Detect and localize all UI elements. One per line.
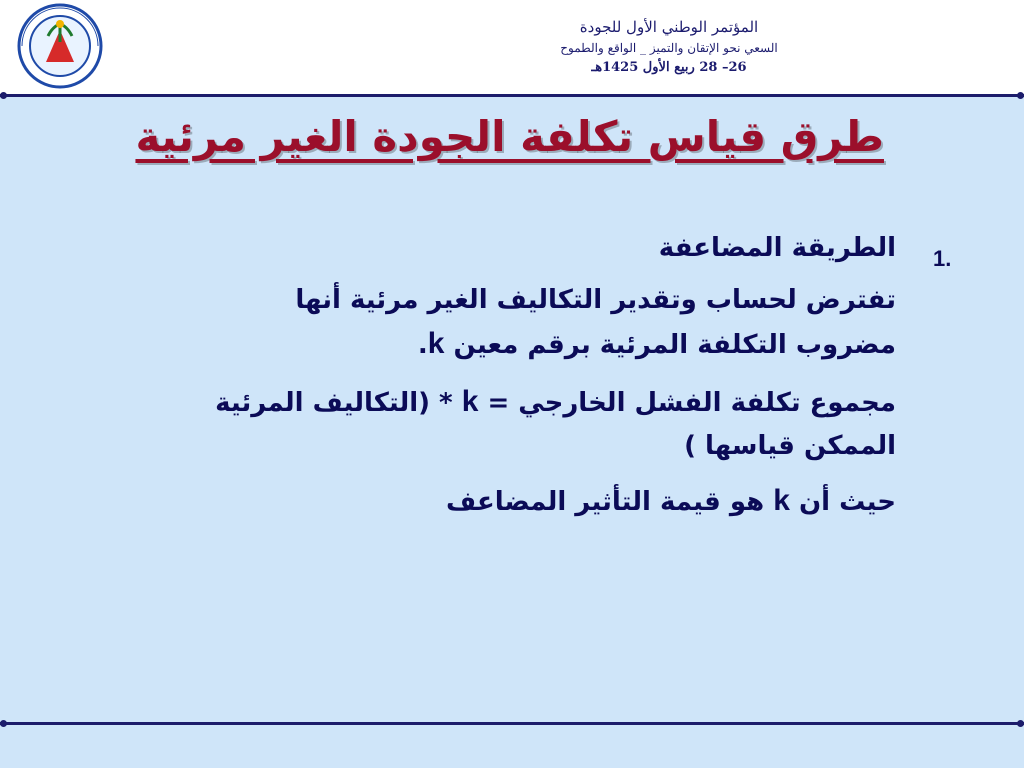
slide-title: طرق قياس تكلفة الجودة الغير مرئية [135, 112, 884, 161]
conference-name: المؤتمر الوطني الأول للجودة [579, 18, 759, 36]
bottom-divider [0, 722, 1024, 725]
conference-logo [6, 2, 114, 90]
divider-end-dot [1017, 720, 1024, 727]
para2-line2: الممكن قياسها ) [684, 430, 896, 461]
header-band [0, 0, 1024, 92]
para1-line1: تفترض لحساب وتقدير التكاليف الغير مرئية أنها [295, 285, 896, 316]
paragraph-2 [96, 379, 896, 466]
slide-body [96, 228, 896, 536]
divider-end-dot [1017, 92, 1024, 99]
para2-part2: * (التكاليف المرئية [215, 388, 462, 419]
conference-info [489, 16, 849, 78]
item-heading: الطريقة المضاعفة [658, 233, 896, 263]
divider-end-dot [0, 92, 7, 99]
para2-part1: مجموع تكلفة الفشل الخارجي = [478, 388, 896, 419]
para3-part2: هو قيمة التأثير المضاعف [446, 486, 774, 517]
list-number: 1. [933, 246, 952, 271]
para1-line2: مضروب التكلفة المرئية برقم معين [453, 329, 896, 360]
para3-part1: حيث أن [789, 486, 896, 517]
k-symbol: k [773, 483, 790, 517]
para1-end: . [417, 329, 428, 360]
conference-dates: 26– 28 ربيع الأول 1425هـ [591, 60, 747, 75]
divider-end-dot [0, 720, 7, 727]
paragraph-1 [96, 280, 896, 367]
k-symbol: k [461, 385, 479, 419]
conference-theme: السعي نحو الإتقان والتميز _ الواقع والطموح [560, 41, 778, 55]
k-symbol: k [427, 326, 445, 360]
paragraph-3 [96, 478, 896, 525]
top-divider [0, 94, 1024, 97]
